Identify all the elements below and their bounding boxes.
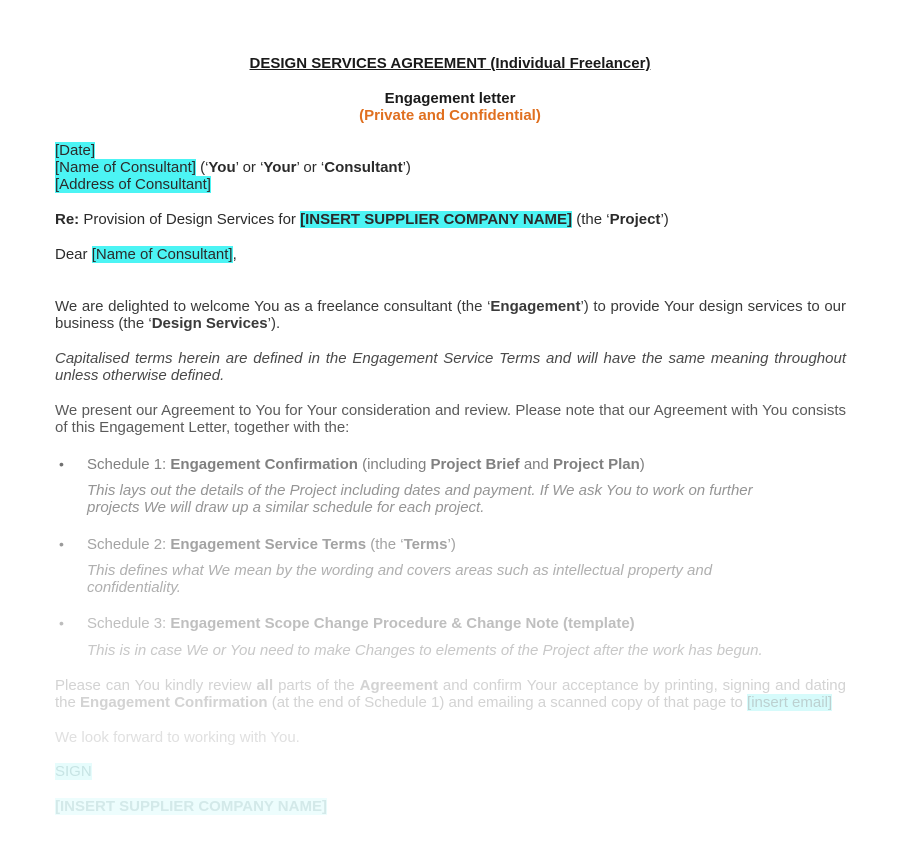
consultant-name-line bbox=[55, 159, 846, 176]
schedule-2-description: This defines what We mean by the wording and covers areas such as intellectual property and confidentiality. bbox=[87, 562, 713, 596]
alias-open: (‘ bbox=[195, 159, 209, 176]
closing-paragraph: We look forward to working with You. bbox=[55, 729, 300, 746]
re-text: Provision of Design Services for bbox=[79, 211, 301, 228]
schedule-3-name: Engagement Scope Change Procedure & Change Note (template) bbox=[170, 615, 635, 632]
address-line bbox=[55, 176, 846, 193]
document-title: DESIGN SERVICES AGREEMENT (Individual Freelancer) bbox=[249, 55, 651, 72]
project-plan-term: Project Plan bbox=[553, 456, 640, 473]
schedule-3-heading bbox=[87, 615, 827, 632]
schedule-2-prefix: Schedule 2: bbox=[87, 536, 171, 553]
sign-placeholder: SIGN bbox=[55, 763, 92, 780]
schedule-1-mid-2: and bbox=[519, 456, 554, 473]
engagement-term: Engagement bbox=[490, 298, 581, 315]
all-term: all bbox=[256, 677, 274, 694]
sign-line bbox=[55, 763, 846, 780]
schedule-1-name: Engagement Confirmation bbox=[170, 456, 358, 473]
schedule-3-description: This is in case We or You need to make Changes to elements of the Project after the work has begun. bbox=[87, 642, 763, 659]
alias-you: You bbox=[208, 159, 236, 176]
terms-term: Terms bbox=[403, 536, 448, 553]
schedule-1-end: ) bbox=[639, 456, 645, 473]
re-label: Re: bbox=[55, 211, 80, 228]
schedule-1-description: This lays out the details of the Project including dates and payment. If We ask You to work on further projects We will draw up a similar schedule for each project. bbox=[87, 482, 753, 516]
bullet-icon bbox=[59, 615, 67, 632]
schedule-1-heading bbox=[87, 456, 827, 473]
company-name-placeholder: [INSERT SUPPLIER COMPANY NAME] bbox=[300, 211, 573, 228]
schedule-2-name: Engagement Service Terms bbox=[170, 536, 367, 553]
para4-text-c: and confirm Your acceptance by printing, signing and dating the bbox=[55, 677, 846, 711]
project-brief-term: Project Brief bbox=[430, 456, 520, 473]
agreement-paragraph: We present our Agreement to You for Your consideration and review. Please note that our Agreement with You consists of this Engagement Letter, together with the: bbox=[55, 402, 846, 436]
salutation-name-placeholder: [Name of Consultant] bbox=[91, 246, 233, 263]
alias-or-1: ’ or ‘ bbox=[235, 159, 264, 176]
agreement-term: Agreement bbox=[359, 677, 438, 694]
alias-consultant: Consultant bbox=[324, 159, 403, 176]
confidential-note: (Private and Confidential) bbox=[359, 107, 541, 124]
review-paragraph bbox=[55, 677, 846, 711]
re-suffix-open: (the ‘ bbox=[572, 211, 610, 228]
para4-text-b: parts of the bbox=[273, 677, 360, 694]
para4-text-a: Please can You kindly review bbox=[55, 677, 257, 694]
schedule-3-prefix: Schedule 3: bbox=[87, 615, 171, 632]
address-placeholder: [Address of Consultant] bbox=[55, 176, 211, 193]
re-suffix-close: ’) bbox=[660, 211, 669, 228]
para1-text-a: We are delighted to welcome You as a freelance consultant (the ‘ bbox=[55, 298, 491, 315]
re-project-term: Project bbox=[609, 211, 661, 228]
schedule-1-mid-1: (including bbox=[357, 456, 431, 473]
document-subtitle: Engagement letter bbox=[384, 90, 516, 107]
bullet-icon bbox=[59, 456, 67, 473]
schedule-1-prefix: Schedule 1: bbox=[87, 456, 171, 473]
definitions-paragraph: Capitalised terms herein are defined in the Engagement Service Terms and will have the same meaning throughout unless otherwise defined. bbox=[55, 350, 846, 384]
alias-or-2: ’ or ‘ bbox=[296, 159, 325, 176]
schedule-2-heading bbox=[87, 536, 827, 553]
welcome-paragraph bbox=[55, 298, 846, 332]
company-sign-placeholder: [INSERT SUPPLIER COMPANY NAME] bbox=[55, 798, 327, 815]
alias-your: Your bbox=[263, 159, 297, 176]
confirmation-term: Engagement Confirmation bbox=[80, 694, 268, 711]
re-line bbox=[55, 211, 846, 228]
bullet-icon bbox=[59, 536, 67, 553]
schedule-2-end: ’) bbox=[447, 536, 456, 553]
para1-text-b: ’) to provide Your design services to our business (the ‘ bbox=[55, 298, 847, 332]
company-sign-line bbox=[55, 798, 846, 815]
alias-close: ’) bbox=[402, 159, 411, 176]
consultant-name-placeholder: [Name of Consultant] bbox=[55, 159, 196, 176]
para4-text-d: (at the end of Schedule 1) and emailing a scanned copy of that page to bbox=[267, 694, 748, 711]
schedule-2-mid-1: (the ‘ bbox=[366, 536, 404, 553]
email-placeholder: [insert email] bbox=[747, 694, 833, 711]
para1-text-c: ’). bbox=[267, 315, 281, 332]
design-services-term: Design Services bbox=[151, 315, 268, 332]
salutation-comma: , bbox=[232, 246, 237, 263]
date-placeholder: [Date] bbox=[55, 142, 96, 159]
salutation bbox=[55, 246, 846, 263]
salutation-dear: Dear bbox=[55, 246, 92, 263]
date-line bbox=[55, 142, 846, 159]
